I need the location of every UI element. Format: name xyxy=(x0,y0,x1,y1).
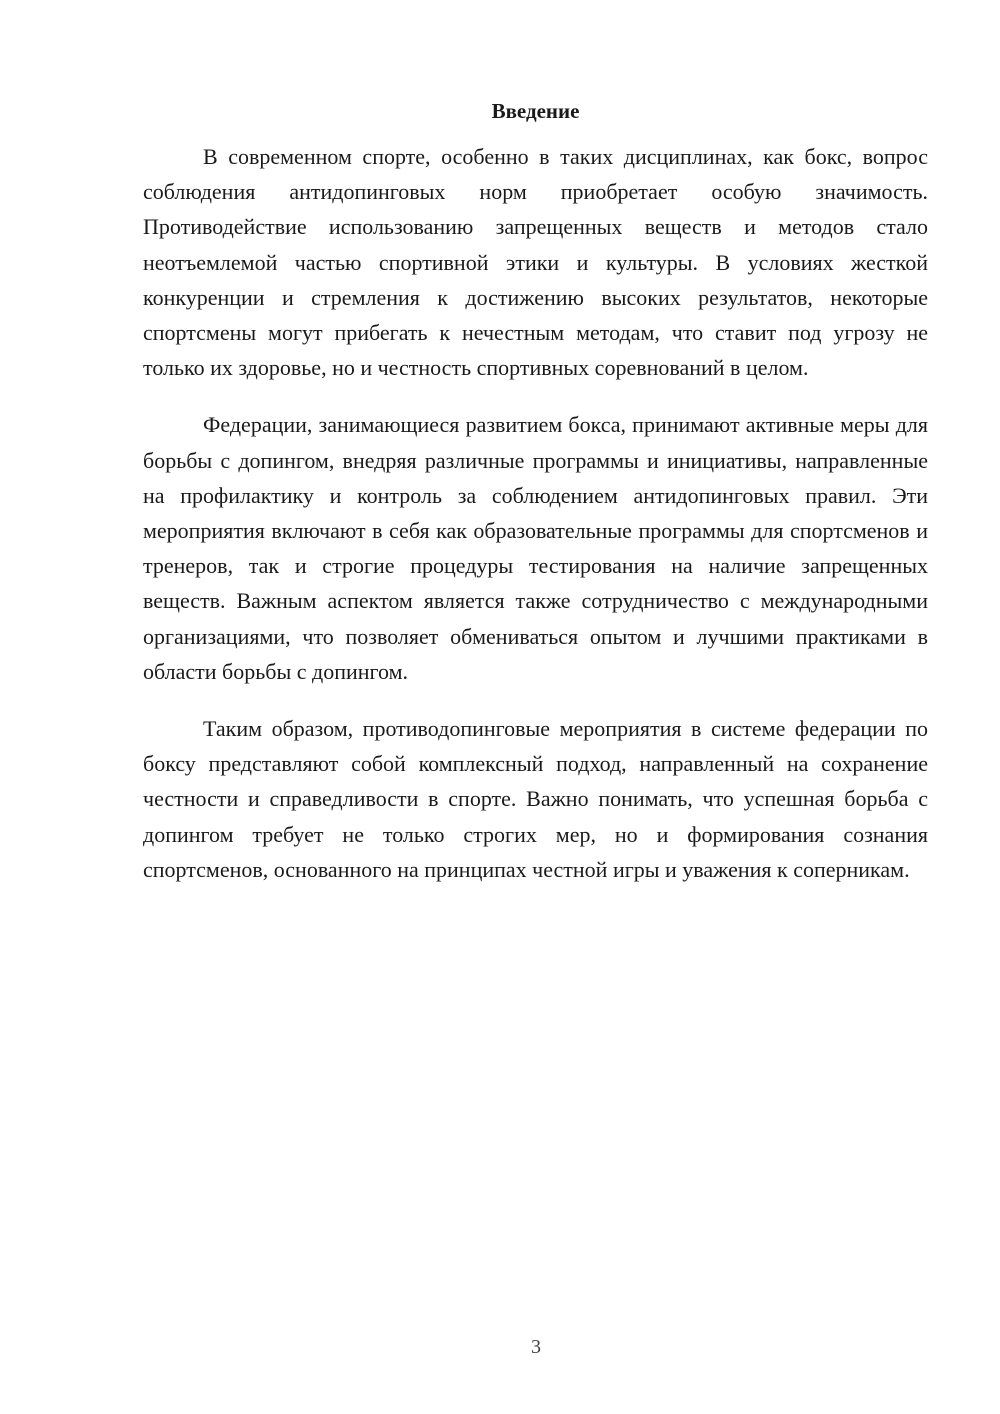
document-body xyxy=(143,95,928,909)
paragraph-1: В современном спорте, особенно в таких дисциплинах, как бокс, вопрос соблюдения антидопинговых норм приобретает особую значимость. Противодействие использованию запрещенных веществ и методов стало неотъемлемой частью спортивной этики и культуры. В условиях жесткой конкуренции и стремления к достижению высоких результатов, некоторые спортсмены могут прибегать к нечестным методам, что ставит под угрозу не только их здоровье, но и честность спортивных соревнований в целом. xyxy=(143,144,928,381)
page-number: 3 xyxy=(531,1336,541,1358)
paragraph-2: Федерации, занимающиеся развитием бокса, принимают активные меры для борьбы с допингом, внедряя различные программы и инициативы, направленные на профилактику и контроль за соблюдением антидопинговых правил. Эти мероприятия включают в себя как образовательные программы для спортсменов и тренеров, так и строгие процедуры тестирования на наличие запрещенных веществ. Важным аспектом является также сотрудничество с международными организациями, что позволяет обмениваться опытом и лучшими практиками в области борьбы с допингом. xyxy=(143,412,928,684)
paragraph-3: Таким образом, противодопинговые мероприятия в системе федерации по боксу представляют собой комплексный подход, направленный на сохранение честности и справедливости в спорте. Важно понимать, что успешная борьба с допингом требует не только строгих мер, но и формирования сознания спортсменов, основанного на принципах честной игры и уважения к соперникам. xyxy=(143,716,928,882)
section-title: Введение xyxy=(491,99,580,123)
